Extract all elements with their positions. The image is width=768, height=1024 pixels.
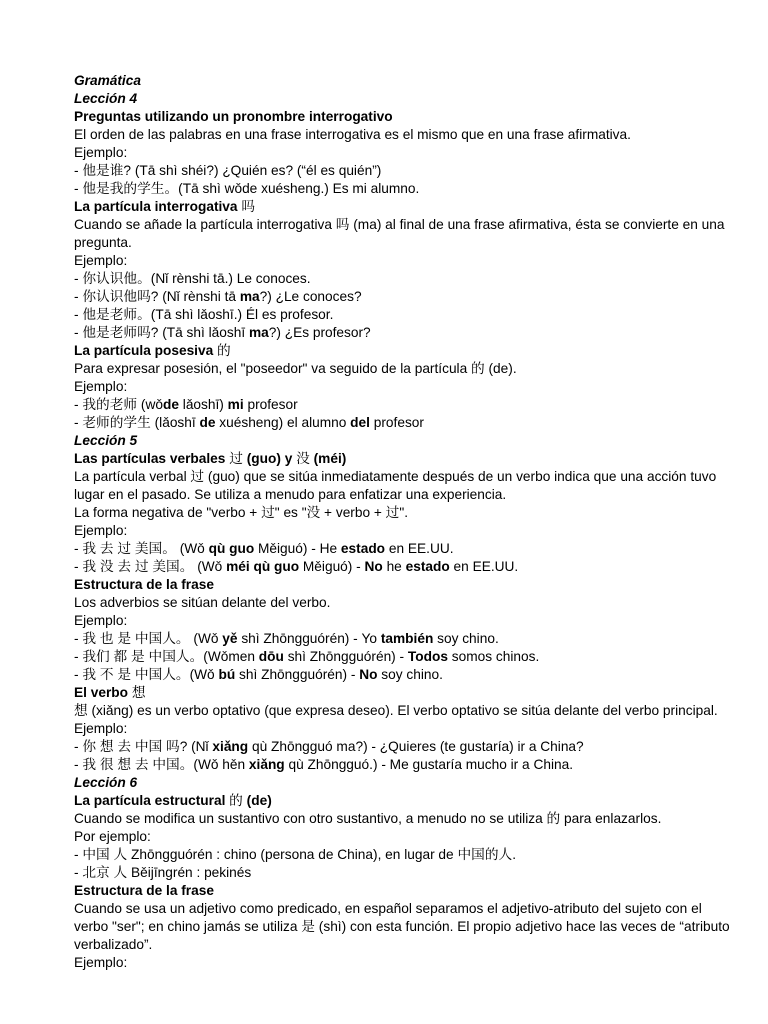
section-heading-verbal-particles: Las partículas verbales 过 (guo) y 没 (méi) bbox=[74, 451, 347, 466]
paragraph: La forma negativa de "verbo + 过" es "没 + verbo + 过". bbox=[74, 505, 409, 520]
example-line: - 老师的学生 (lǎoshī de xuésheng) el alumno del profesor bbox=[74, 415, 424, 430]
section-heading-verb-xiang: El verbo 想 bbox=[74, 685, 146, 700]
example-line: - 中国 人 Zhōngguórén : chino (persona de China), en lugar de 中国的人. bbox=[74, 847, 517, 862]
example-line: - 你 想 去 中国 吗? (Nǐ xiǎng qù Zhōngguó ma?) - ¿Quieres (te gustaría) ir a China? bbox=[74, 739, 584, 754]
section-heading-possessive-particle: La partícula posesiva 的 bbox=[74, 343, 231, 358]
example-label: Ejemplo: bbox=[74, 613, 128, 628]
example-label: Ejemplo: bbox=[74, 145, 128, 160]
example-line: - 你认识他。(Nǐ rènshi tā.) Le conoces. bbox=[74, 271, 311, 286]
example-line: - 他是我的学生。(Tā shì wǒde xuésheng.) Es mi alumno. bbox=[74, 181, 420, 196]
paragraph: Cuando se modifica un sustantivo con otro sustantivo, a menudo no se utiliza 的 para enlazarlos. bbox=[74, 811, 662, 826]
example-line: - 北京 人 Běijīngrén : pekinés bbox=[74, 865, 252, 880]
example-line: - 我 也 是 中国人。 (Wǒ yě shì Zhōngguórén) - Yo también soy chino. bbox=[74, 631, 499, 646]
example-line: - 他是老师吗? (Tā shì lǎoshī ma?) ¿Es profesor? bbox=[74, 325, 371, 340]
example-line: - 我 去 过 美国。 (Wǒ qù guo Měiguó) - He estado en EE.UU. bbox=[74, 541, 454, 556]
example-line: - 我 不 是 中国人。(Wǒ bú shì Zhōngguórén) - No soy chino. bbox=[74, 667, 443, 682]
example-label: Ejemplo: bbox=[74, 253, 128, 268]
example-line: - 他是谁? (Tā shì shéi?) ¿Quién es? (“él es quién”) bbox=[74, 163, 382, 178]
section-heading-structural-particle: La partícula estructural 的 (de) bbox=[74, 793, 272, 808]
example-line: - 我 没 去 过 美国。 (Wǒ méi qù guo Měiguó) - No he estado en EE.UU. bbox=[74, 559, 519, 574]
section-heading-interrogative-particle: La partícula interrogativa 吗 bbox=[74, 199, 256, 214]
example-line: - 我们 都 是 中国人。(Wǒmen dōu shì Zhōngguórén) - Todos somos chinos. bbox=[74, 649, 540, 664]
example-line: - 我 很 想 去 中国。(Wǒ hěn xiǎng qù Zhōngguó.) - Me gustaría mucho ir a China. bbox=[74, 757, 574, 772]
paragraph: Cuando se añade la partícula interrogativa 吗 (ma) al final de una frase afirmativa, ésta se convierte en una pregunta. bbox=[74, 217, 725, 250]
example-label: Por ejemplo: bbox=[74, 829, 151, 844]
paragraph: Los adverbios se sitúan delante del verbo. bbox=[74, 595, 331, 610]
example-line: - 我的老师 (wǒde lǎoshī) mi profesor bbox=[74, 397, 298, 412]
page-title: Gramática bbox=[74, 73, 141, 88]
section-heading-sentence-structure: Estructura de la frase bbox=[74, 577, 214, 592]
paragraph: Para expresar posesión, el "poseedor" va seguido de la partícula 的 (de). bbox=[74, 361, 517, 376]
section-heading-interrogative-pronoun: Preguntas utilizando un pronombre interrogativo bbox=[74, 109, 393, 124]
paragraph: El orden de las palabras en una frase interrogativa es el mismo que en una frase afirmativa. bbox=[74, 127, 631, 142]
example-label: Ejemplo: bbox=[74, 379, 128, 394]
example-label: Ejemplo: bbox=[74, 955, 128, 970]
example-label: Ejemplo: bbox=[74, 523, 128, 538]
paragraph: Cuando se usa un adjetivo como predicado, en español separamos el adjetivo-atributo del sujeto con el verbo "ser"; en chino jamás se utiliza 是 (shì) con esta función. El propio adjetivo hace las veces de “atributo verbalizado”. bbox=[74, 901, 730, 952]
example-label: Ejemplo: bbox=[74, 721, 128, 736]
lesson-4-heading: Lección 4 bbox=[74, 91, 138, 106]
lesson-5-heading: Lección 5 bbox=[74, 433, 138, 448]
document-body bbox=[74, 72, 734, 972]
paragraph: 想 (xiǎng) es un verbo optativo (que expresa deseo). El verbo optativo se sitúa delante del verbo principal. bbox=[74, 703, 718, 718]
example-line: - 你认识他吗? (Nǐ rènshi tā ma?) ¿Le conoces? bbox=[74, 289, 362, 304]
section-heading-sentence-structure-2: Estructura de la frase bbox=[74, 883, 214, 898]
example-line: - 他是老师。(Tā shì lǎoshī.) Él es profesor. bbox=[74, 307, 334, 322]
paragraph: La partícula verbal 过 (guo) que se sitúa inmediatamente después de un verbo indica que una acción tuvo lugar en el pasado. Se utiliza a menudo para enfatizar una experiencia. bbox=[74, 469, 717, 502]
lesson-6-heading: Lección 6 bbox=[74, 775, 138, 790]
